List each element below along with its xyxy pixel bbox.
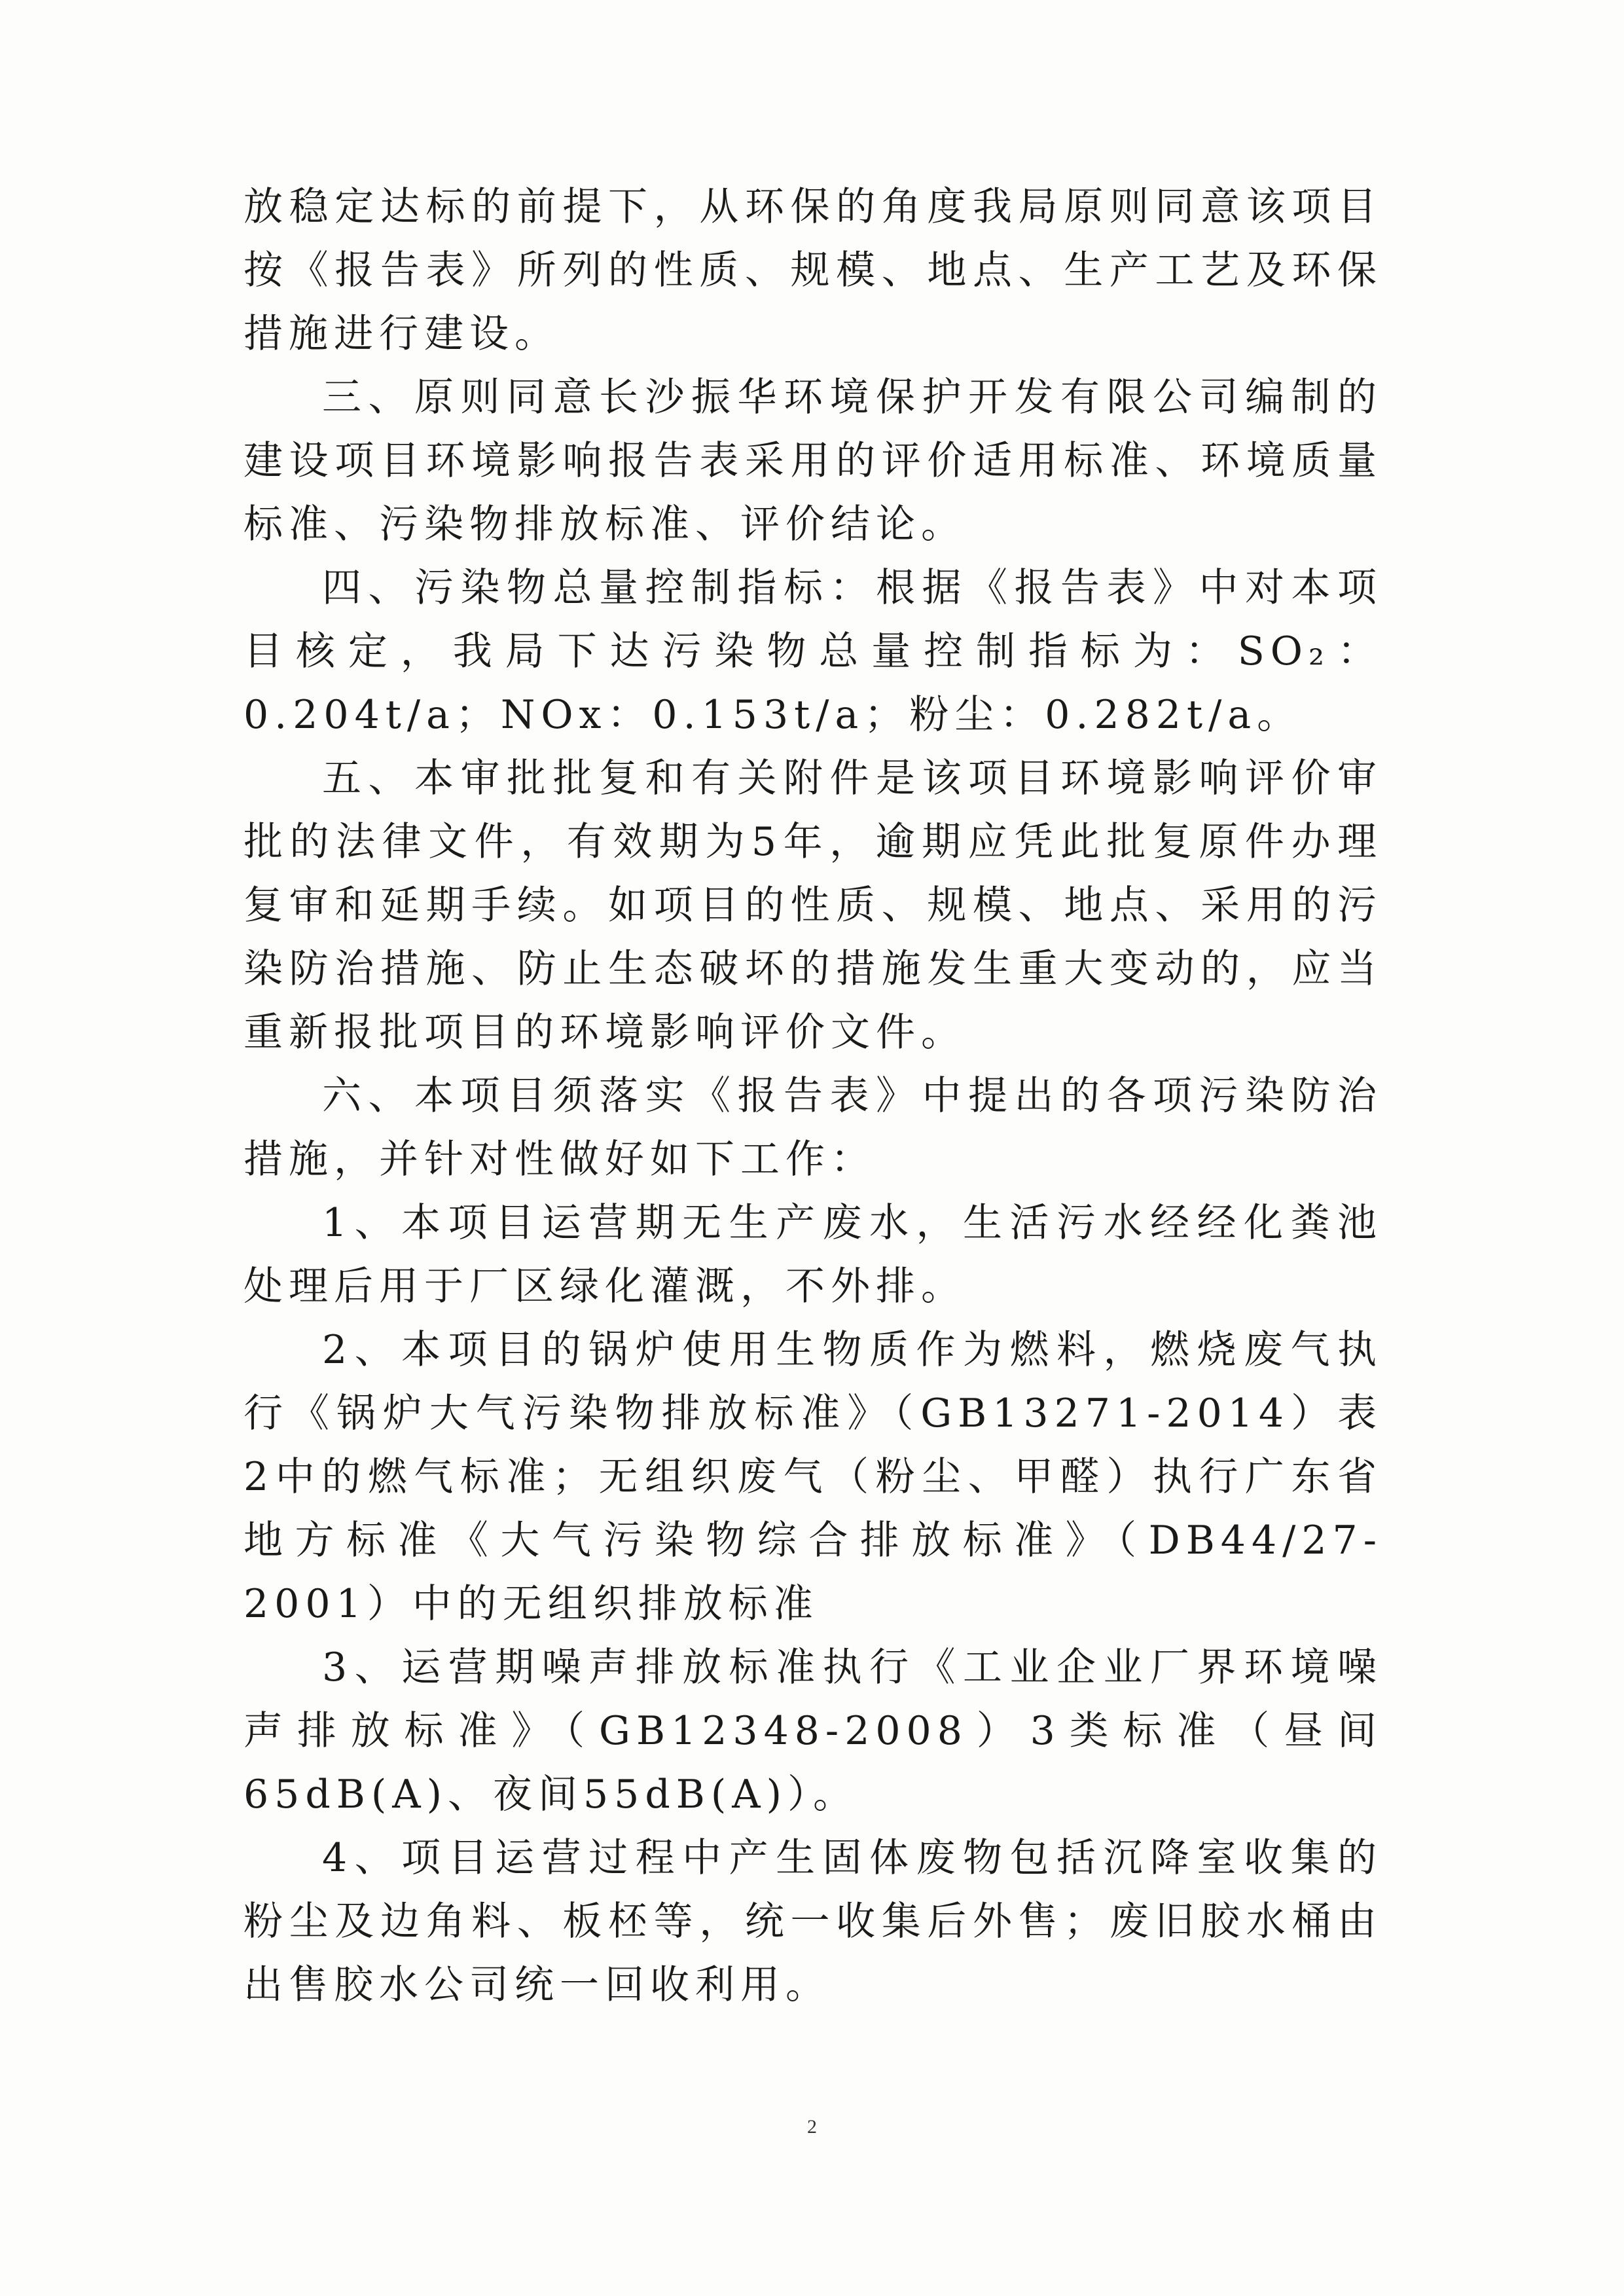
page-number: 2 — [807, 2116, 817, 2138]
paragraph-item-4: 4、项目运营过程中产生固体废物包括沉降室收集的粉尘及边角料、板柸等，统一收集后外售；废旧胶水桶由出售胶水公司统一回收利用。 — [244, 1835, 1382, 2008]
paragraph-item-2: 2、本项目的锅炉使用生物质作为燃料，燃烧废气执行《锅炉大气污染物排放标准》（GB13271-2014）表2中的燃气标准；无组织废气（粉尘、甲醛）执行广东省地方标准《大气污染物综合排放标准》（DB44/27-2001）中的无组织排放标准 — [244, 1327, 1382, 1627]
paragraph-section-3: 三、原则同意长沙振华环境保护开发有限公司编制的建设项目环境影响报告表采用的评价适用标准、环境质量标准、污染物排放标准、评价结论。 — [244, 374, 1382, 547]
paragraph-section-4: 四、污染物总量控制指标：根据《报告表》中对本项目核定，我局下达污染物总量控制指标为：SO₂：0.204t/a；NOx：0.153t/a；粉尘：0.282t/a。 — [244, 565, 1382, 738]
paragraph-continuation: 放稳定达标的前提下，从环保的角度我局原则同意该项目按《报告表》所列的性质、规模、地点、生产工艺及环保措施进行建设。 — [244, 184, 1382, 357]
paragraph-section-6: 六、本项目须落实《报告表》中提出的各项污染防治措施，并针对性做好如下工作： — [244, 1073, 1382, 1182]
paragraph-section-5: 五、本审批批复和有关附件是该项目环境影响评价审批的法律文件，有效期为5年，逾期应凭此批复原件办理复审和延期手续。如项目的性质、规模、地点、采用的污染防治措施、防止生态破坏的措施发生重大变动的，应当重新报批项目的环境影响评价文件。 — [244, 756, 1382, 1055]
paragraph-item-1: 1、本项目运营期无生产废水，生活污水经经化粪池处理后用于厂区绿化灌溉，不外排。 — [244, 1200, 1382, 1309]
paragraph-item-3: 3、运营期噪声排放标准执行《工业企业厂界环境噪声排放标准》（GB12348-2008）3类标准（昼间65dB(A)、夜间55dB(A)）。 — [244, 1645, 1382, 1817]
document-body — [244, 175, 1382, 2017]
